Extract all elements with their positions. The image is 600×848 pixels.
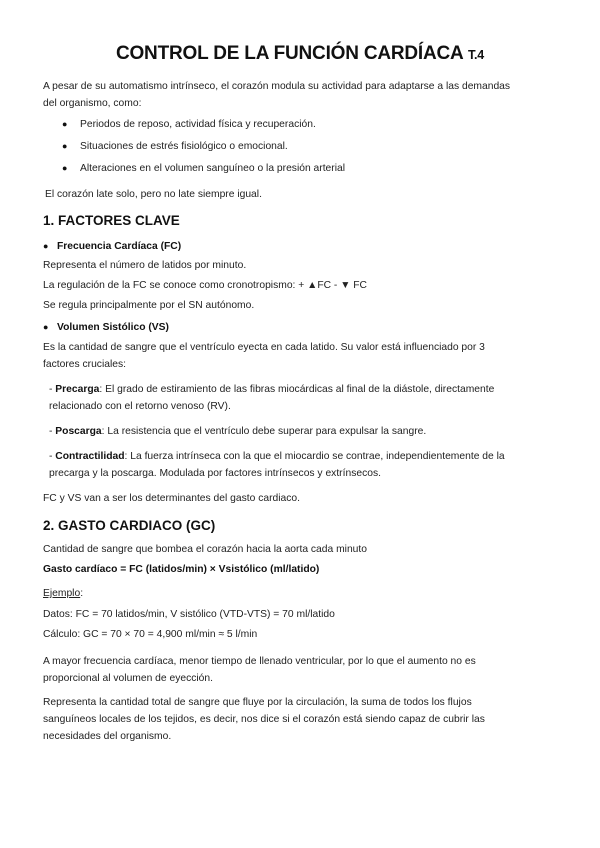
intro-line-2: del organismo, como:	[43, 98, 142, 109]
example-colon: :	[80, 588, 84, 599]
vs-line-1: Es la cantidad de sangre que el ventrículo eyecta en cada latido. Su valor está influenciado por 3	[43, 342, 485, 353]
fc-title: Frecuencia Cardíaca (FC)	[57, 241, 182, 252]
intro-bullet-2: Situaciones de estrés fisiológico o emocional.	[80, 141, 288, 152]
precarga-text: : El grado de estiramiento de las fibras miocárdicas al final de la diástole, directamente	[99, 384, 495, 395]
gc-paragraph-1-line-2: proporcional al volumen de eyección.	[43, 673, 213, 684]
fc-line-2: La regulación de la FC se conoce como cronotropismo: + ▲FC - ▼ FC	[43, 280, 367, 291]
precarga-line-1: - Precarga: El grado de estiramiento de las fibras miocárdicas al final de la diástole, directamente	[49, 384, 495, 395]
section-1-heading: 1. FACTORES CLAVE	[43, 213, 180, 228]
section-1-closing: FC y VS van a ser los determinantes del gasto cardiaco.	[43, 493, 300, 504]
fc-line-1: Representa el número de latidos por minuto.	[43, 260, 247, 271]
gc-paragraph-2-line-3: necesidades del organismo.	[43, 731, 172, 742]
contractilidad-term: Contractilidad	[55, 451, 125, 462]
gc-definition: Cantidad de sangre que bombea el corazón hacia la aorta cada minuto	[43, 544, 367, 555]
poscarga-text: : La resistencia que el ventrículo debe superar para expulsar la sangre.	[101, 426, 427, 437]
intro-bullet-1: Periodos de reposo, actividad física y recuperación.	[80, 119, 316, 130]
title-main: CONTROL DE LA FUNCIÓN CARDÍACA	[115, 43, 463, 64]
fc-line-3: Se regula principalmente por el SN autónomo.	[43, 300, 255, 311]
bullet-icon: ●	[62, 163, 68, 173]
poscarga-line: - Poscarga: La resistencia que el ventrículo debe superar para expulsar la sangre.	[49, 426, 427, 437]
intro-bullet-3: Alteraciones en el volumen sanguíneo o la presión arterial	[80, 163, 346, 174]
gc-paragraph-2-line-1: Representa la cantidad total de sangre que fluye por la circulación, la suma de todos los flujos	[43, 697, 472, 708]
contractilidad-text: : La fuerza intrínseca con la que el miocardio se contrae, independientemente de la	[124, 451, 505, 462]
title-subtitle: T.4	[467, 48, 485, 62]
example-label	[43, 585, 83, 603]
page-title	[0, 43, 600, 65]
bullet-icon: ●	[62, 141, 68, 151]
bullet-icon: ●	[43, 241, 49, 251]
poscarga-term: Poscarga	[55, 426, 102, 437]
intro-line-1: A pesar de su automatismo intrínseco, el corazón modula su actividad para adaptarse a las demandas	[43, 81, 511, 92]
example-label-text: Ejemplo	[43, 588, 81, 599]
vs-line-2: factores cruciales:	[43, 359, 126, 370]
contractilidad-line-2: precarga y la poscarga. Modulada por factores intrínsecos y extrínsecos.	[49, 468, 381, 479]
intro-closing: El corazón late solo, pero no late siempre igual.	[45, 189, 262, 200]
contractilidad-line-1: - Contractilidad: La fuerza intrínseca con la que el miocardio se contrae, independientemente de la	[49, 451, 505, 462]
bullet-icon: ●	[62, 119, 68, 129]
gc-formula: Gasto cardíaco = FC (latidos/min) × Vsistólico (ml/latido)	[43, 564, 320, 575]
section-2-heading: 2. GASTO CARDIACO (GC)	[43, 518, 216, 533]
gc-paragraph-1-line-1: A mayor frecuencia cardíaca, menor tiempo de llenado ventricular, por lo que el aumento no es	[43, 656, 476, 667]
bullet-icon: ●	[43, 322, 49, 332]
precarga-line-2: relacionado con el retorno venoso (RV).	[49, 401, 231, 412]
example-datos: Datos: FC = 70 latidos/min, V sistólico (VTD-VTS) = 70 ml/latido	[43, 609, 335, 620]
precarga-term: Precarga	[55, 384, 100, 395]
gc-paragraph-2-line-2: sanguíneos locales de los tejidos, es decir, nos dice si el corazón está siendo capaz de cubrir las	[43, 714, 485, 725]
example-calculo: Cálculo: GC = 70 × 70 = 4,900 ml/min ≈ 5 l/min	[43, 629, 258, 640]
vs-title: Volumen Sistólico (VS)	[57, 322, 169, 333]
